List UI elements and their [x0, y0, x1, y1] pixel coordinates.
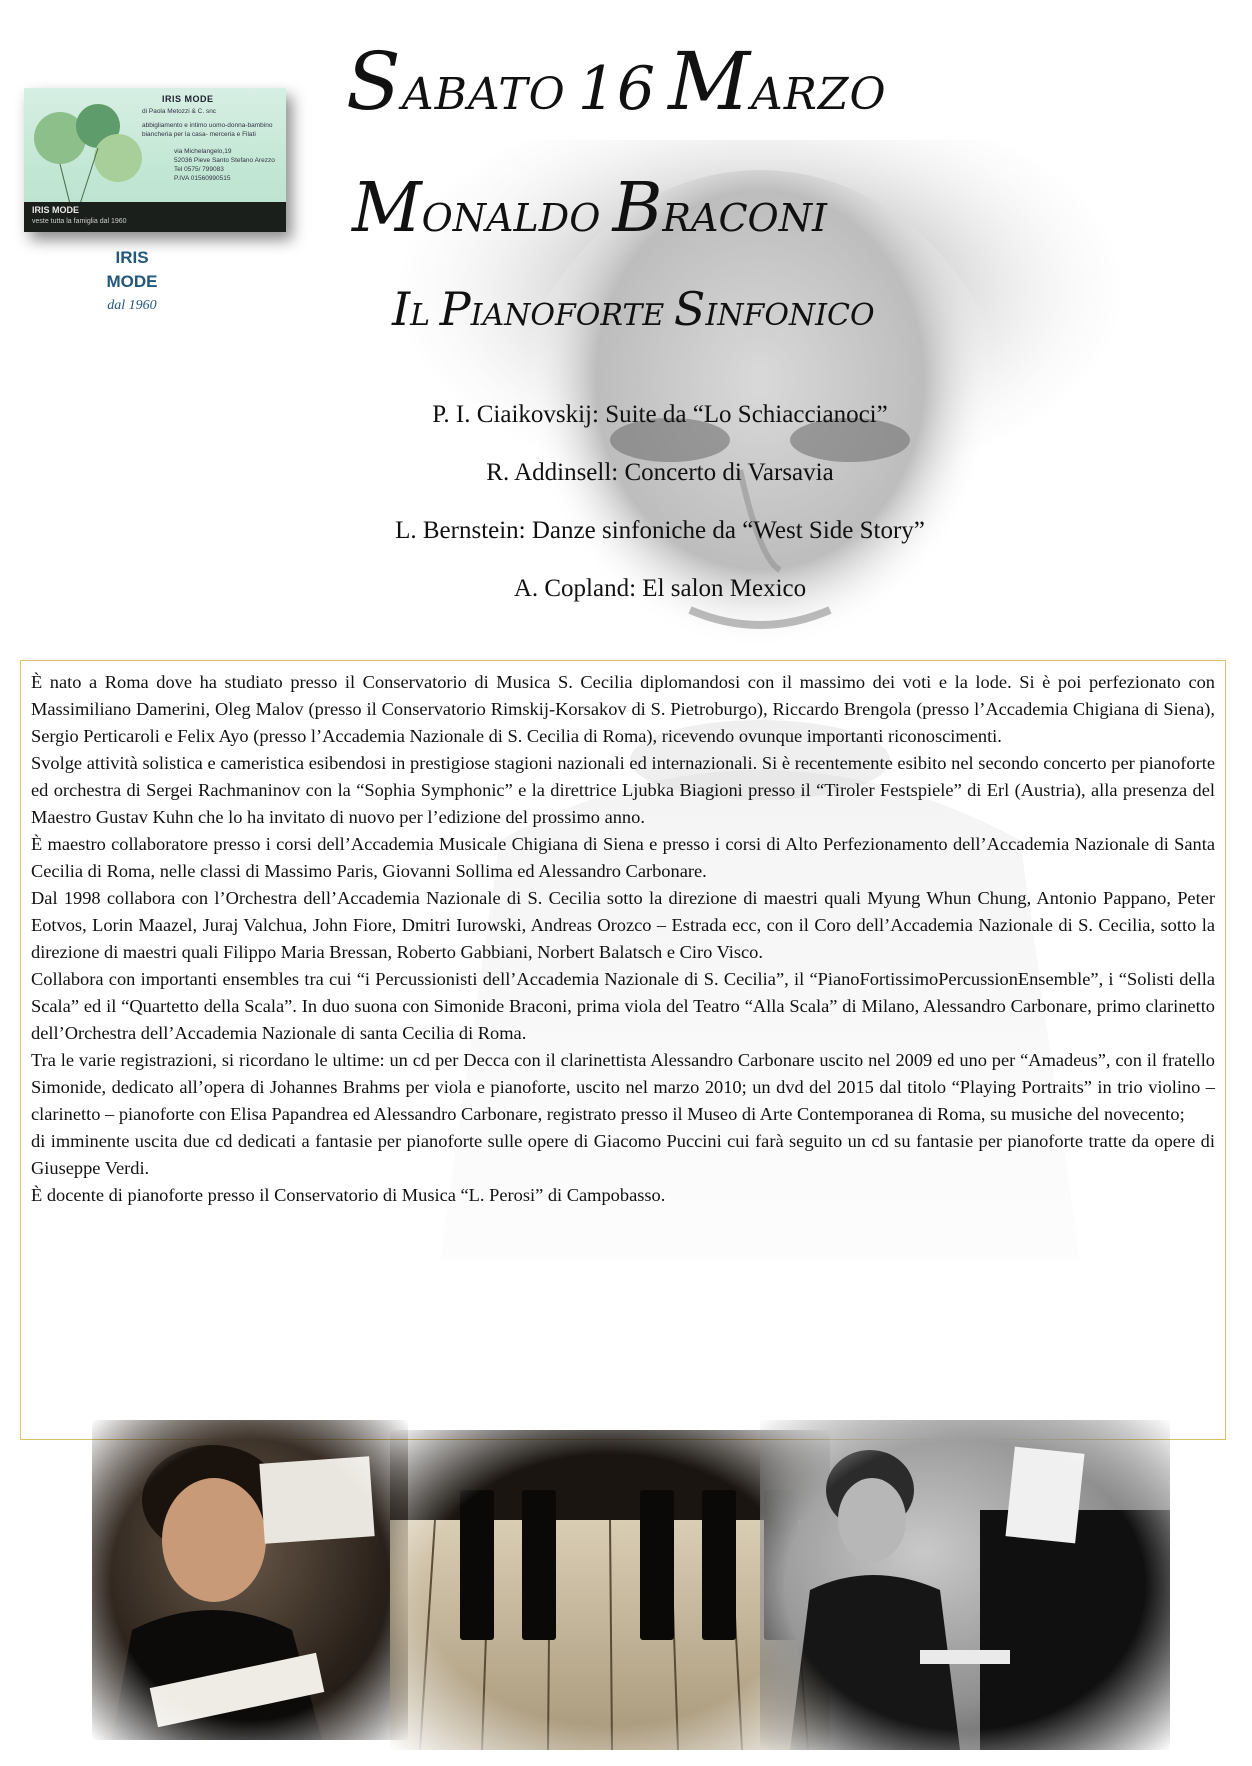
performer-name: [352, 169, 827, 248]
card-line: biancheria per la casa- merceria e Filati: [142, 131, 256, 138]
card-line: P.IVA 01560990515: [174, 175, 231, 182]
biography-box: [20, 660, 1226, 1440]
concert-subtitle: [392, 282, 875, 336]
card-line: Tel 0575/ 799083: [174, 166, 224, 173]
card-balloons-icon: [30, 96, 150, 206]
bio-paragraph: Tra le varie registrazioni, si ricordano le ultime: un cd per Decca con il clarinettista Alessandro Carbonare uscito nel 2009 ed uno per “Amadeus”, con il fratello Simonide, dedicato all’opera di Johannes Brahms per viola e pianoforte, uscito nel marzo 2010; un dvd del 2015 dal titolo “Playing Portraits” in trio violino – clarinetto – pianoforte con Elisa Papandrea ed Alessandro Carbonare, registrato presso il Museo di Arte Contemporanea di Roma, su musiche del novecento;: [31, 1050, 1215, 1124]
name-word1-rest: ONALDO: [421, 196, 601, 240]
bio-paragraph: È maestro collaboratore presso i corsi dell’Accademia Musicale Chigiana di Siena e presso i corsi di Alto Perfezionamento dell’Accademia Nazionale di Santa Cecilia di Roma, nelle classi di Massimo Paris, Giovanni Sollima ed Alessandro Carbonare.: [31, 834, 1215, 881]
card-brand: IRIS MODE: [162, 94, 214, 104]
photo-pianist-with-score: [92, 1420, 408, 1740]
name-word1-cap: M: [352, 169, 422, 248]
subtitle-word2-rest: IANOFORTE: [470, 298, 665, 333]
bio-paragraph: Dal 1998 collabora con l’Orchestra dell’Accademia Nazionale di S. Cecilia sotto la direzione di maestri quali Myung Whun Chung, Antonio Pappano, Peter Eotvos, Lorin Maazel, Juraj Valchua, John Fiore, Dmitri Iurowski, Andreas Orozco – Estrada ecc, con il Coro dell’Accademia Nazionale di S. Cecilia, sotto la direzione di maestri quali Filippo Maria Bressan, Roberto Gabbiani, Norbert Balatsch e Ciro Visco.: [31, 888, 1215, 962]
event-date: [346, 35, 887, 128]
subtitle-word1-cap: I: [392, 282, 411, 336]
subtitle-word2-cap: P: [439, 282, 471, 336]
subtitle-word1-rest: L: [410, 298, 431, 333]
bio-paragraph: È docente di pianoforte presso il Conservatorio di Musica “L. Perosi” di Campobasso.: [31, 1185, 666, 1205]
card-line: di Paola Metozzi & C. snc: [142, 108, 217, 115]
iris-label-since: dal 1960: [107, 298, 157, 313]
date-day-number: 16: [577, 54, 657, 124]
card-line: 52036 Pieve Santo Stefano Arezzo: [174, 157, 275, 164]
iris-mode-label: [44, 246, 220, 318]
bio-paragraph: di imminente uscita due cd dedicati a fantasie per pianoforte sulle opere di Giacomo Puccini cui farà seguito un cd su fantasie per pianoforte tratte da opere di Giuseppe Verdi.: [31, 1131, 1215, 1178]
bio-paragraph: Svolge attività solistica e cameristica esibendosi in prestigiose stagioni nazionali ed internazionali. Si è recentemente esibito nel secondo concerto per pianoforte ed orchestra di Sergei Rachmaninov con la “Sophia Symphonic” e la direttrice Ljubka Biagioni presso il “Tiroler Festspiele” di Erl (Austria), alla presenza del Maestro Gustav Kuhn che lo ha invitato di nuovo per l’edizione del prossimo anno.: [31, 753, 1215, 827]
photo-pianist-at-grand-piano: [760, 1420, 1170, 1750]
date-word1-cap: S: [346, 35, 402, 128]
date-word2-rest: ARZO: [751, 69, 887, 120]
card-line: abbigliamento e intimo uomo-donna-bambino: [142, 122, 273, 129]
program-item: A. Copland: El salon Mexico: [513, 575, 807, 602]
program-list: [300, 386, 1020, 618]
date-word2-cap: M: [668, 35, 751, 128]
iris-label-line2: MODE: [106, 272, 158, 291]
bio-paragraph: Collabora con importanti ensembles tra cui “i Percussionisti dell’Accademia Nazionale di S. Cecilia”, il “PianoFortissimoPercussionEnsemble”, i “Solisti della Scala” ed il “Quartetto della Scala”. In duo suona con Simonide Braconi, prima viola del Teatro “Alla Scala” di Milano, Alessandro Carbonare, primo clarinetto dell’Orchestra dell’Accademia Nazionale di santa Cecilia di Roma.: [31, 969, 1215, 1043]
business-card: [24, 88, 286, 232]
card-bar-tagline: veste tutta la famiglia dal 1960: [32, 218, 127, 225]
subtitle-word3-cap: S: [673, 282, 706, 336]
iris-label-line1: IRIS: [115, 248, 149, 267]
program-item: R. Addinsell: Concerto di Varsavia: [486, 459, 834, 486]
program-item: L. Bernstein: Danze sinfoniche da “West Side Story”: [395, 517, 925, 544]
bio-paragraph: È nato a Roma dove ha studiato presso il Conservatorio di Musica S. Cecilia diplomandosi con il massimo dei voti e la lode. Si è poi perfezionato con Massimiliano Damerini, Oleg Malov (presso il Conservatorio Rimskij-Korsakov di S. Pietroburgo), Riccardo Brengola (presso l’Accademia Chigiana di Siena), Sergio Perticaroli e Felix Ayo (presso l’Accademia Nazionale di S. Cecilia di Roma), ricevendo ovunque importanti riconoscimenti.: [31, 672, 1215, 746]
date-word1-rest: ABATO: [401, 69, 566, 120]
card-footer-bar: [24, 202, 286, 232]
card-line: via Michelangelo,19: [174, 148, 232, 155]
name-word2-rest: RACONI: [662, 196, 827, 240]
subtitle-word3-rest: INFONICO: [705, 298, 875, 333]
program-item: P. I. Ciaikovskij: Suite da “Lo Schiaccianoci”: [432, 401, 888, 428]
name-word2-cap: B: [612, 169, 663, 248]
card-bar-brand: IRIS MODE: [32, 205, 80, 215]
